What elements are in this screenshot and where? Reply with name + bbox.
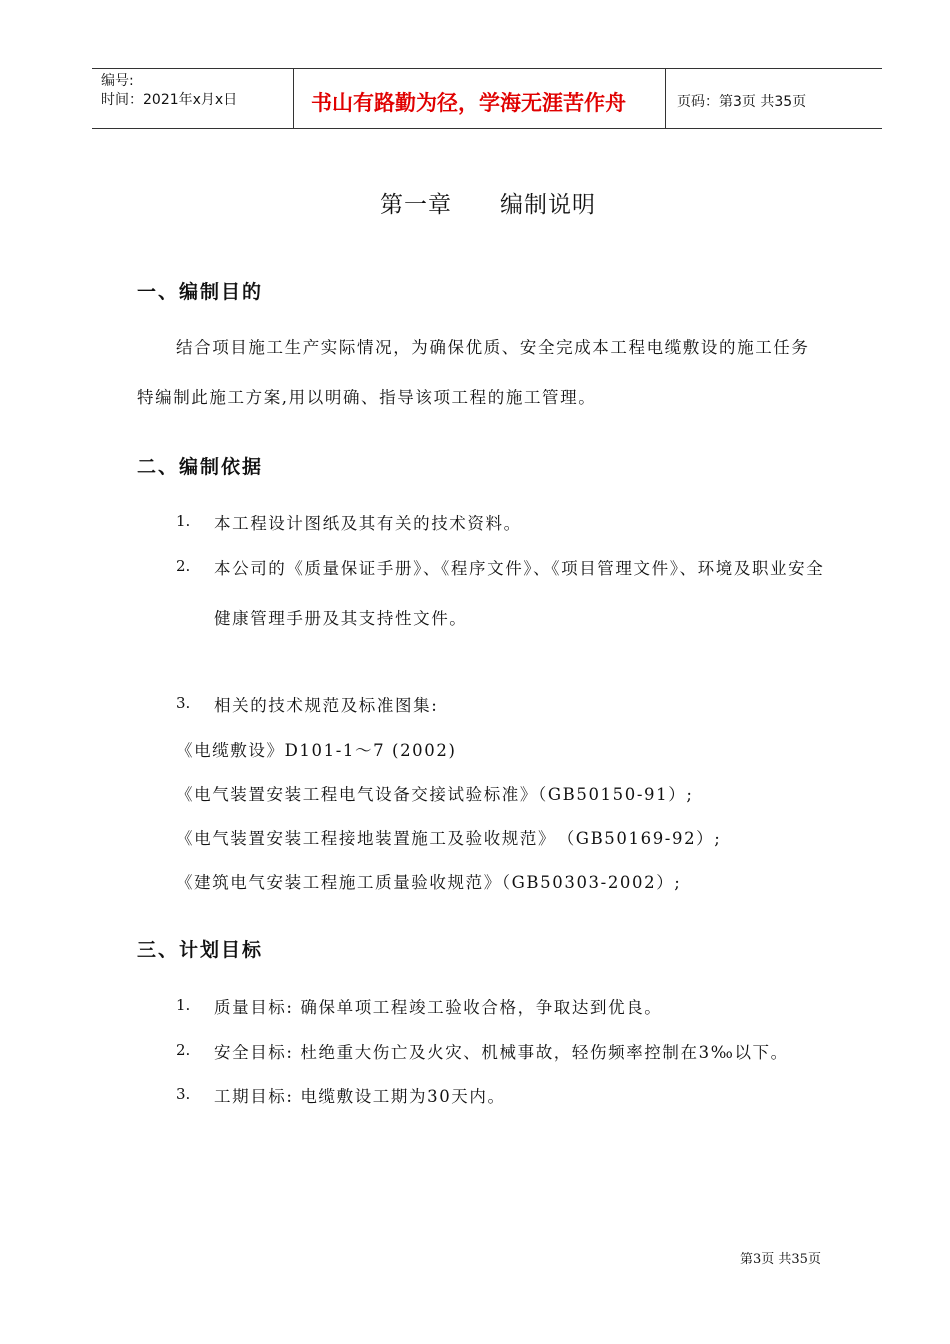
basis-item-2-number: 2. <box>176 557 191 575</box>
standard-item-1: 《电缆敷设》D101-1～7 (2002) <box>176 741 457 760</box>
goal-item-2-number: 2. <box>176 1041 191 1059</box>
chapter-title: 第一章 编制说明 <box>380 192 596 218</box>
header-divider-right <box>665 68 666 129</box>
basis-item-3-text: 相关的技术规范及标准图集: <box>214 696 439 715</box>
header-number-label: 编号: <box>101 73 134 89</box>
goal-item-1-number: 1. <box>176 996 191 1014</box>
header-top-rule <box>92 68 882 69</box>
purpose-paragraph-line-1: 结合项目施工生产实际情况，为确保优质、安全完成本工程电缆敷设的施工任务 <box>176 338 810 357</box>
page-footer: 第3页 共35页 <box>740 1252 821 1267</box>
purpose-paragraph-line-2: 特编制此施工方案,用以明确、指导该项工程的施工管理。 <box>137 388 597 407</box>
basis-item-2-text-line-2: 健康管理手册及其支持性文件。 <box>214 609 468 628</box>
basis-item-1-text: 本工程设计图纸及其有关的技术资料。 <box>214 514 522 533</box>
basis-item-3-number: 3. <box>176 694 191 712</box>
standard-item-4: 《建筑电气安装工程施工质量验收规范》（GB50303-2002）; <box>176 873 682 892</box>
goal-item-1-text: 质量目标: 确保单项工程竣工验收合格，争取达到优良。 <box>214 998 663 1017</box>
goal-item-3-number: 3. <box>176 1085 191 1103</box>
header-page-label: 页码：第3页 共35页 <box>677 94 807 110</box>
standard-item-3: 《电气装置安装工程接地装置施工及验收规范》 （GB50169-92）; <box>176 829 722 848</box>
standard-item-2: 《电气装置安装工程电气设备交接试验标准》（GB50150-91）; <box>176 785 694 804</box>
header-bottom-rule <box>92 128 882 129</box>
goal-item-2-text: 安全目标: 杜绝重大伤亡及火灾、机械事故，轻伤频率控制在3‰以下。 <box>214 1043 789 1062</box>
basis-item-2-text-line-1: 本公司的《质量保证手册》、《程序文件》、《项目管理文件》、环境及职业安全 <box>214 559 825 578</box>
header-time-label: 时间：2021年x月x日 <box>101 92 238 108</box>
section-title-purpose: 一、编制目的 <box>137 281 264 303</box>
section-title-basis: 二、编制依据 <box>137 456 264 478</box>
section-title-goals: 三、计划目标 <box>137 939 264 961</box>
header-divider-left <box>293 68 294 129</box>
header-motto: 书山有路勤为径，学海无涯苦作舟 <box>311 91 626 115</box>
basis-item-1-number: 1. <box>176 512 191 530</box>
goal-item-3-text: 工期目标: 电缆敷设工期为30天内。 <box>214 1087 506 1106</box>
